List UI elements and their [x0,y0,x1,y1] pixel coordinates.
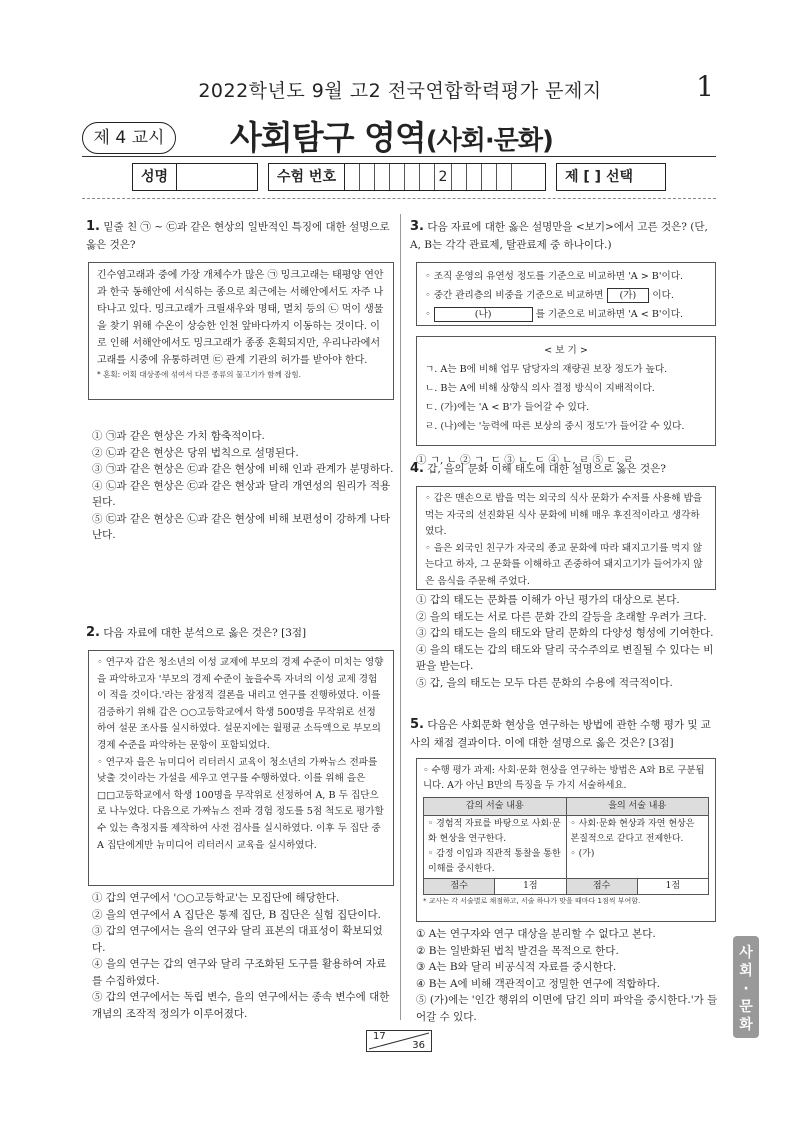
q3-line2 [425,286,707,305]
subject-sub: (사회·문화) [425,126,553,156]
q5-a1: ◦ 경험적 자료를 바탕으로 사회·문화 현상을 연구한다. [428,819,561,844]
q3-options[interactable]: ① ㄱ, ㄴ ② ㄱ, ㄷ ③ ㄴ, ㄷ ④ ㄴ, ㄹ ⑤ ㄷ, ㄹ [416,454,634,466]
q5-option[interactable]: ② B는 일반화된 법칙 발견을 목적으로 한다. [416,944,619,957]
q3-line2-post: 이다. [652,290,674,301]
exam-title: 2022학년도 9월 고2 전국연합학력평가 문제지 [198,80,602,102]
q2-option[interactable]: ② 을의 연구에서 A 집단은 통제 집단, B 집단은 실험 집단이다. [92,908,381,921]
q3-line3-pre: ◦ [425,309,431,320]
q2-passage-a: ◦ 연구자 갑은 청소년의 이성 교제에 부모의 경제 수준이 미치는 영향을 파악하고자 '부모의 경제 수준이 높을수록 자녀의 이성 교제 경험이 적을 것이다.'라는 잠정적 결론을 내리고 연구를 진행하였다. 이를 검증하기 위해 갑은 ○○고등학교에서 학생 500명을 무작위로 선정하여 설문 조사를 실시하였다. 설문지에는 월평균 소득액으로 부모의 경제 수준을 파악하는 문항이 포함되었다. [97,657,384,751]
q4-passage-b: ◦ 을은 외국인 친구가 자국의 종교 문화에 따라 돼지고기를 먹지 않는다고 하자, 그 문화를 이해하고 존중하여 돼지고기가 들어가지 않은 음식을 주문해 주었다. [425,542,703,587]
q3-line3 [425,305,707,324]
name-box[interactable] [132,163,258,191]
q3-line2-pre: ◦ 중간 관리층의 비중을 기준으로 비교하면 [425,290,604,301]
q5-score-a: 1점 [523,881,538,891]
page-counter [366,1030,432,1052]
q5-b1: ◦ 사회·문화 현상과 자연 현상은 본질적으로 같다고 전제한다. [570,819,695,844]
q5-number: 5. [410,717,424,732]
column-divider [400,214,401,1020]
q2-option[interactable]: ④ 을의 연구는 갑의 연구와 달리 구조화된 도구를 활용하여 자료를 수집하였다. [92,958,387,987]
side-tab-char: · [743,981,749,997]
choice-label: 제 [ ] 선택 [565,169,633,185]
side-tab-char: 화 [739,1017,753,1033]
q5-b2: ◦ (가) [570,849,595,859]
q5-text: 다음은 사회문화 현상을 연구하는 방법에 관한 수행 평가 및 교사의 채점 결과이다. 이에 대한 설명으로 옳은 것은? [3점] [410,719,711,749]
q5-option[interactable]: ③ A는 B와 달리 비공식적 자료를 중시한다. [416,961,617,973]
q5-table [423,797,709,895]
subject-main: 사회탐구 영역 [230,118,426,157]
q1-option[interactable]: ① ㉠과 같은 현상은 가치 함축적이다. [92,430,265,442]
q5-options [416,926,718,1025]
q1-option[interactable]: ⑤ ㉢과 같은 현상은 ㉡과 같은 현상에 비해 보편성이 강하게 나타난다. [92,512,391,541]
page-current: 17 [373,1031,386,1042]
q2-text: 다음 자료에 대한 분석으로 옳은 것은? [3점] [103,627,307,639]
page-total: 36 [412,1040,425,1051]
q5-option[interactable]: ④ B는 A에 비해 객관적이고 정밀한 연구에 적합하다. [416,977,661,990]
q1-footnote: * 혼획: 어획 대상종에 섞여서 다른 종류의 물고기가 함께 잡힘. [97,370,301,379]
choice-box[interactable] [556,163,666,191]
name-label: 성명 [133,164,177,190]
q4-passage-a: ◦ 갑은 맨손으로 밥을 먹는 외국의 식사 문화가 수저를 사용해 밥을 먹는 자국의 선진화된 식사 문화에 비해 매우 후진적이라고 생각하였다. [425,493,703,538]
q3-text: 다음 자료에 대한 옳은 설명만을 <보기>에서 고른 것은? (단, A, B는 각각 관료제, 탈관료제 중 하나이다.) [410,221,708,251]
q4-number: 4. [410,461,424,476]
session-badge: 제 4 교시 [82,122,176,154]
q1-stem [86,218,394,254]
q4-option[interactable]: ③ 갑의 태도는 을의 태도와 달리 문화의 다양성 형성에 기여한다. [416,627,714,639]
q5-task-box [416,758,716,922]
q5-score-b: 1점 [665,881,681,891]
q1-options [92,428,394,544]
q2-passage-b: ◦ 연구자 을은 뉴미디어 리터러시 교육이 청소년의 가짜뉴스 전파를 낮출 것이라는 가설을 세우고 연구를 수행하였다. 이를 위해 을은 □□고등학교에서 학생 100명을 무작위로 선정하여 A, B 두 집단으로 나누었다. 다음으로 가짜뉴스 전파 경험 정도를 5점 척도로 평가할 수 있는 측정지를 제작하여 사전 검사를 실시하였다. 이후 두 집단 중 A 집단에게만 뉴미디어 리터러시 교육을 실시하였다. [97,756,384,851]
page-number: 1 [696,70,714,103]
bogi-item: ㄷ. (가)에는 'A < B'가 들어갈 수 있다. [425,402,590,413]
q1-passage-box [88,262,394,400]
exam-no-label: 수험 번호 [269,164,345,190]
q5-option[interactable]: ① A는 연구자와 연구 대상을 분리할 수 없다고 본다. [416,928,656,940]
q3-number: 3. [410,219,424,234]
q4-option[interactable]: ① 갑의 태도는 문화를 이해가 아닌 평가의 대상으로 본다. [416,594,680,606]
q5-col-b: 을의 서술 내용 [566,798,709,816]
q4-option[interactable]: ② 을의 태도는 서로 다른 문화 간의 갈등을 초래할 우려가 크다. [416,610,707,623]
q4-options [416,592,716,691]
header-divider [82,198,716,199]
q1-passage: 긴수염고래과 중에 가장 개체수가 많은 ㉠ 밍크고래는 태평양 연안과 한국 동해안에 서식하는 종으로 최근에는 서해안에서도 자주 나타나고 있다. 밍크고래가 크릴새우와 명태, 멸치 등의 ㉡ 먹이 생물을 찾기 위해 수온이 상승한 인천 앞바다까지 이동하는 것이다. 이로 인해 서해안에서도 밍크고래가 종종 혼획되지만, 우리나라에서 고래를 시중에 유통하려면 ㉢ 관계 기관의 허가를 받아야 한다. [97,270,384,366]
q5-col-a: 갑의 서술 내용 [424,798,567,816]
side-tab-char: 문 [739,999,753,1015]
q1-number: 1. [86,219,100,234]
bogi-title: < 보 기 > [544,345,588,356]
q5-option[interactable]: ⑤ (가)에는 '인간 행위의 이면에 담긴 의미 파악을 중시한다.'가 들어갈 수 있다. [416,994,718,1023]
q2-passage-box [88,650,394,886]
exam-no-box[interactable] [268,163,546,191]
q5-stem [410,716,716,752]
q3-bogi-box [416,336,716,446]
q4-option[interactable]: ⑤ 갑, 을의 태도는 모두 다른 문화의 수용에 적극적이다. [416,676,673,689]
bogi-item: ㄴ. B는 A에 비해 상향식 의사 결정 방식이 지배적이다. [425,383,655,394]
q5-score-label-b: 점수 [567,879,638,894]
q5-a2: ◦ 감정 이입과 직관적 통찰을 통한 이해를 중시한다. [428,849,561,874]
subject-side-tab [733,936,759,1038]
bogi-item: ㄹ. (나)에는 '능력에 따른 보상의 중시 정도'가 들어갈 수 있다. [425,421,685,432]
q1-option[interactable]: ③ ㉠과 같은 현상은 ㉢과 같은 현상에 비해 인과 관계가 분명하다. [92,463,394,475]
q4-option[interactable]: ④ 을의 태도는 갑의 태도와 달리 국수주의로 변질될 수 있다는 비판을 받는다. [416,643,714,672]
q5-score-label-a: 점수 [424,879,495,894]
q4-text: 갑, 을의 문화 이해 태도에 대한 설명으로 옳은 것은? [427,463,666,475]
q3-line3-post: 를 기준으로 비교하면 'A < B'이다. [535,309,684,320]
blank-na: (나) [434,307,533,322]
q1-option[interactable]: ② ㉡과 같은 현상은 당위 법칙으로 설명된다. [92,446,299,459]
exam-no-digit: 2 [435,164,452,190]
side-tab-char: 사 [739,945,753,961]
q3-line1: ◦ 조직 운영의 유연성 정도를 기준으로 비교하면 'A > B'이다. [425,271,684,282]
q2-option[interactable]: ⑤ 갑의 연구에서는 독립 변수, 을의 연구에서는 종속 변수에 대한 개념의 조작적 정의가 이루어졌다. [92,991,390,1020]
q2-option[interactable]: ③ 갑의 연구에서는 을의 연구와 달리 표본의 대표성이 확보되었다. [92,925,383,954]
q2-options [92,890,394,1022]
q2-option[interactable]: ① 갑의 연구에서 '○○고등학교'는 모집단에 해당한다. [92,892,340,904]
q5-task: ◦ 수행 평가 과제: 사회·문화 현상을 연구하는 방법은 A와 B로 구분됩니다. A가 아닌 B만의 특징을 두 가지 서술하세요. [423,765,705,791]
q4-stem [410,460,716,478]
q1-option[interactable]: ④ ㉡과 같은 현상은 ㉢과 같은 현상과 달리 개연성의 원리가 적용된다. [92,479,391,508]
blank-ga: (가) [607,288,650,303]
subject-title [230,112,553,159]
header-rule [82,156,716,157]
bogi-item: ㄱ. A는 B에 비해 업무 담당자의 재량권 보장 정도가 높다. [425,364,668,375]
q3-data-box [416,262,716,326]
q2-number: 2. [86,625,100,640]
q3-stem [410,218,716,254]
q2-stem [86,624,394,642]
q5-footnote: * 교사는 각 서술별로 채점하고, 서술 하나가 맞을 때마다 1점씩 부여함. [423,897,641,905]
q4-passage-box [416,486,716,590]
id-row [0,163,800,189]
side-tab-char: 회 [739,963,753,979]
q1-text: 밑줄 친 ㉠ ~ ㉢과 같은 현상의 일반적인 특징에 대한 설명으로 옳은 것은? [86,221,390,251]
